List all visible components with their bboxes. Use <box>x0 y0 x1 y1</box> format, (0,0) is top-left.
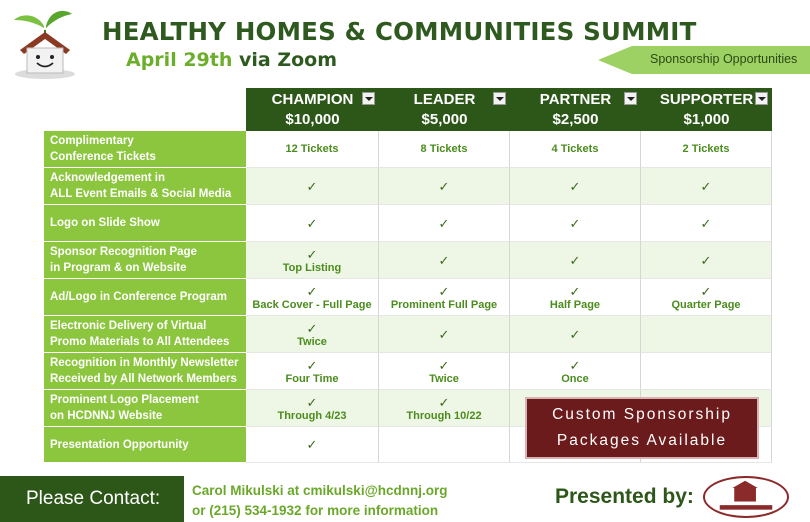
check-icon: ✓ <box>438 326 450 342</box>
benefit-label-line: Received by All Network Members <box>50 373 237 385</box>
tier-cell <box>510 353 641 390</box>
check-icon: ✓ <box>438 215 450 231</box>
cell-note: 2 Tickets <box>682 143 730 155</box>
benefit-label-line: ALL Event Emails & Social Media <box>50 188 232 200</box>
check-icon: ✓ <box>306 320 318 336</box>
check-icon: ✓ <box>569 178 581 194</box>
tier-cell <box>510 242 641 279</box>
tier-cell <box>641 279 772 316</box>
benefit-label <box>44 316 246 353</box>
check-icon: ✓ <box>569 252 581 268</box>
table-row <box>44 242 772 279</box>
check-icon: ✓ <box>700 283 712 299</box>
benefit-label-line: Presentation Opportunity <box>50 438 189 451</box>
tier-cell <box>379 279 510 316</box>
table-row <box>44 168 772 205</box>
benefit-label-line: on HCDNNJ Website <box>50 410 163 422</box>
cell-note: 12 Tickets <box>285 143 339 155</box>
check-icon: ✓ <box>438 283 450 299</box>
page-title: HEALTHY HOMES & COMMUNITIES SUMMIT <box>102 17 697 46</box>
ribbon-label: Sponsorship Opportunities <box>650 52 798 66</box>
cell-note: Half Page <box>549 298 601 311</box>
benefit-label-line: Electronic Delivery of Virtual <box>50 320 207 332</box>
tier-cell <box>379 205 510 242</box>
tier-cell <box>246 390 379 427</box>
benefit-label-line: Complimentary <box>50 135 134 147</box>
check-icon: ✓ <box>569 215 581 231</box>
benefit-label <box>44 168 246 205</box>
benefit-label-line: Prominent Logo Placement <box>50 394 199 406</box>
tier-cell <box>641 242 772 279</box>
table-row <box>44 205 772 242</box>
contact-label: Please Contact: <box>0 476 184 522</box>
cell-note: Quarter Page <box>671 298 741 311</box>
benefit-label <box>44 205 246 242</box>
check-icon: ✓ <box>569 357 581 373</box>
table-row <box>44 279 772 316</box>
tier-cell <box>510 316 641 353</box>
custom-packages-box <box>525 397 759 459</box>
tier-supporter: SUPPORTER $1,000 <box>641 88 772 131</box>
benefit-label-line: Conference Tickets <box>50 151 156 163</box>
benefit-label-line: Recognition in Monthly Newsletter <box>50 357 239 369</box>
table-row <box>44 131 772 168</box>
benefit-label-line: Promo Materials to All Attendees <box>50 336 230 348</box>
tier-cell <box>246 168 379 205</box>
custom-line-1: Custom Sponsorship <box>552 406 732 423</box>
benefit-label <box>44 242 246 279</box>
cell-note: Twice <box>297 335 327 348</box>
tier-cell <box>510 168 641 205</box>
sponsor-org-logo <box>703 476 789 518</box>
cell-note: Prominent Full Page <box>390 298 498 311</box>
tier-cell <box>246 242 379 279</box>
cell-note: Once <box>561 372 589 385</box>
contact-info <box>192 481 447 521</box>
cell-note: 4 Tickets <box>551 143 599 155</box>
tier-cell <box>641 168 772 205</box>
tier-partner: PARTNER $2,500 <box>510 88 641 131</box>
tier-cell <box>246 427 379 463</box>
summit-logo <box>6 6 84 84</box>
check-icon: ✓ <box>306 246 318 262</box>
check-icon: ✓ <box>438 178 450 194</box>
check-icon: ✓ <box>700 215 712 231</box>
tier-cell <box>246 205 379 242</box>
table-row <box>44 316 772 353</box>
event-date <box>126 49 337 71</box>
via-text: via Zoom <box>239 49 338 71</box>
tier-cell <box>379 316 510 353</box>
dropdown-arrow-icon[interactable] <box>362 92 375 105</box>
tier-cell <box>246 279 379 316</box>
benefit-label <box>44 353 246 390</box>
benefit-label-line: Acknowledgement in <box>50 172 166 184</box>
custom-line-2: Packages Available <box>556 432 728 449</box>
tier-cell <box>379 390 510 427</box>
cell-note: Top Listing <box>282 261 342 274</box>
cell-note: Four Time <box>285 372 339 385</box>
tier-cell <box>641 316 772 353</box>
tier-cell <box>246 316 379 353</box>
check-icon: ✓ <box>438 252 450 268</box>
cell-note: Back Cover - Full Page <box>252 298 372 311</box>
tier-cell <box>379 131 510 168</box>
check-icon: ✓ <box>569 326 581 342</box>
tier-cell <box>510 279 641 316</box>
date-text: April 29th <box>126 49 233 71</box>
cell-note: 8 Tickets <box>420 143 468 155</box>
tier-champion: CHAMPION $10,000 <box>246 88 379 131</box>
check-icon: ✓ <box>306 283 318 299</box>
tier-cell <box>246 131 379 168</box>
tier-cell <box>246 353 379 390</box>
tier-leader: LEADER $5,000 <box>379 88 510 131</box>
table-row <box>44 353 772 390</box>
tier-cell <box>379 427 510 463</box>
benefit-label-line: in Program & on Website <box>50 262 187 274</box>
check-icon: ✓ <box>438 357 450 373</box>
tier-cell <box>379 168 510 205</box>
check-icon: ✓ <box>569 283 581 299</box>
benefit-label <box>44 427 246 463</box>
check-icon: ✓ <box>306 357 318 373</box>
tier-cell <box>641 205 772 242</box>
dropdown-arrow-icon[interactable] <box>493 92 506 105</box>
tier-cell <box>641 131 772 168</box>
tier-cell <box>510 205 641 242</box>
cell-note: Twice <box>429 372 459 385</box>
check-icon: ✓ <box>306 215 318 231</box>
cell-note: Through 10/22 <box>406 409 482 422</box>
benefit-label <box>44 279 246 316</box>
tier-cell <box>379 353 510 390</box>
contact-line-1: Carol Mikulski at cmikulski@hcdnnj.org <box>192 483 448 498</box>
dropdown-arrow-icon[interactable] <box>755 92 768 105</box>
check-icon: ✓ <box>306 394 318 410</box>
check-icon: ✓ <box>306 437 318 452</box>
cell-note: Through 4/23 <box>277 409 347 422</box>
benefit-label <box>44 131 246 168</box>
benefit-label <box>44 390 246 427</box>
benefit-label-line: Sponsor Recognition Page <box>50 246 197 258</box>
tier-cell <box>379 242 510 279</box>
check-icon: ✓ <box>700 252 712 268</box>
contact-line-2: or (215) 534-1932 for more information <box>192 503 439 518</box>
check-icon: ✓ <box>438 394 450 410</box>
presented-by: Presented by: <box>555 485 694 508</box>
benefit-label-line: Logo on Slide Show <box>50 217 160 229</box>
dropdown-arrow-icon[interactable] <box>624 92 637 105</box>
tier-cell <box>510 131 641 168</box>
benefit-label-line: Ad/Logo in Conference Program <box>50 291 227 303</box>
check-icon: ✓ <box>306 178 318 194</box>
tier-cell <box>641 353 772 390</box>
check-icon: ✓ <box>700 178 712 194</box>
